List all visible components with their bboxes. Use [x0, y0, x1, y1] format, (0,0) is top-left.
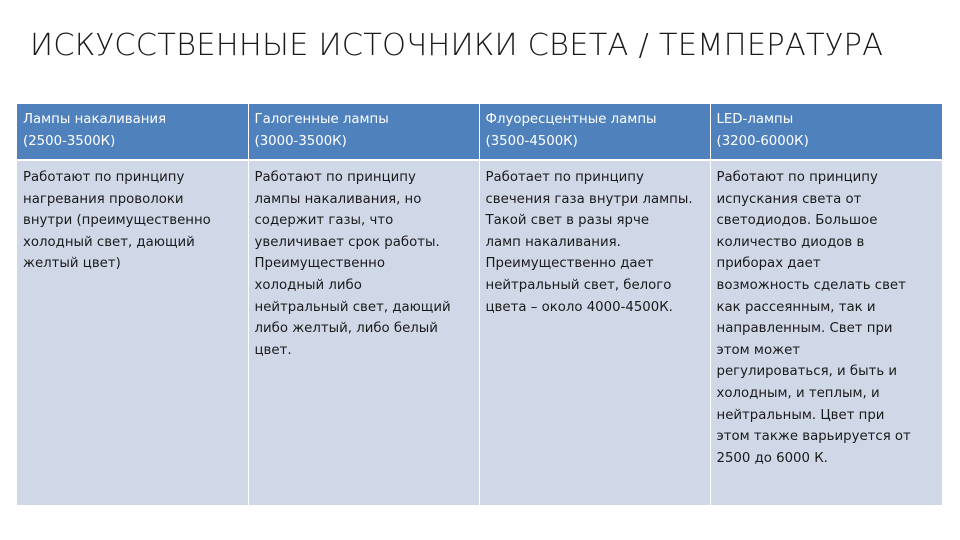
- cell-fluorescent-text: Работает по принципу свечения газа внутри лампы. Такой свет в разы ярче ламп накаливания. Преимущественно дает нейтральный свет, белого цвета – около 4000-4500К.: [485, 170, 693, 315]
- cell-led-text: Работают по принципу испускания света от светодиодов. Большое количество диодов в приборах дает возможность сделать свет как рассеянным, так и направленным. Свет при этом может регулироваться, и быть и холодным, и теплым, и нейтральным. Цвет при этом также варьируется от 2500 до 6000 К.: [716, 170, 911, 466]
- cell-incandescent-text: Работают по принципу нагревания проволоки внутри (преимущественно холодный свет, дающий желтый цвет): [23, 170, 211, 272]
- table-header-row: [17, 104, 942, 160]
- cell-led: [710, 160, 942, 505]
- header-fluorescent: [479, 104, 710, 160]
- header-halogen: [248, 104, 479, 160]
- header-led-label: LED-лампы (3200-6000К): [716, 112, 809, 149]
- cell-halogen: [248, 160, 479, 505]
- slide-title: ИСКУССТВЕННЫЕ ИСТОЧНИКИ СВЕТА / ТЕМПЕРАТУРА: [30, 28, 884, 63]
- header-incandescent-label: Лампы накаливания (2500-3500К): [23, 112, 167, 149]
- cell-fluorescent: [479, 160, 710, 505]
- header-halogen-label: Галогенные лампы (3000-3500К): [254, 112, 389, 149]
- table-row: [17, 160, 942, 505]
- header-led: [710, 104, 942, 160]
- header-fluorescent-label: Флуоресцентные лампы (3500-4500К): [485, 112, 657, 149]
- cell-incandescent: [17, 160, 248, 505]
- cell-halogen-text: Работают по принципу лампы накаливания, но содержит газы, что увеличивает срок работы. Преимущественно холодный либо нейтральный свет, дающий либо желтый, либо белый цвет.: [254, 170, 451, 358]
- light-sources-table: [17, 104, 942, 505]
- header-incandescent: [17, 104, 248, 160]
